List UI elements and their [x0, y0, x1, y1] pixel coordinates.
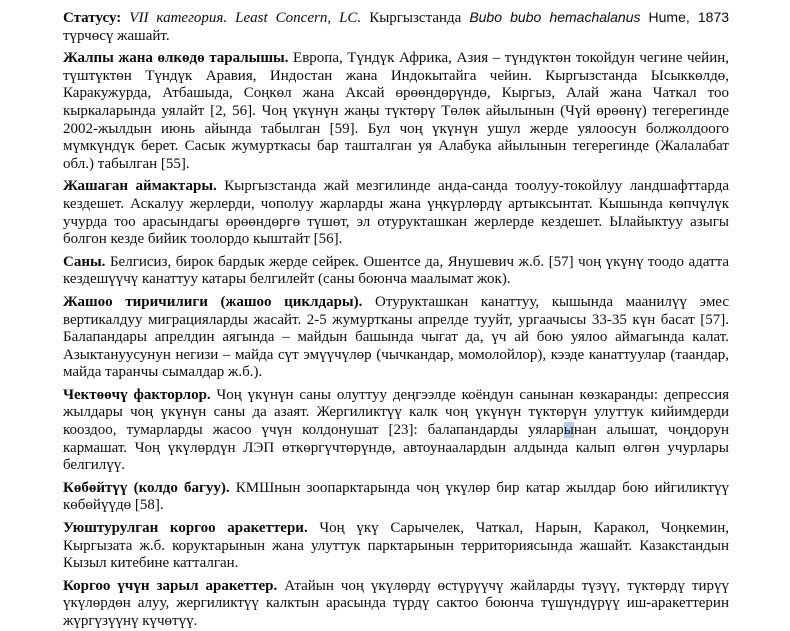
breeding-body-text: КМШнын зоопарктарында чоң үкүлөр бир катар жылдар бою ийгиликтүү көбөйүүдө [58].: [63, 479, 730, 514]
paragraph-distribution: [63, 50, 729, 173]
lifecycle-body-text: Отурукташкан канаттуу, кышында маанилүү эмес вертикалдуу миграцияларды жасайт. 2-5 жумуртканы апрелде тууйт, ургаачысы 33-35 күн басат [57]. Балапандары апрелдин аягында – майдын башында чыгат да, үч ай бою уялоо аймагында калат. Азыктануусунун негизи – майда сүт эмүүчүлөр (чычкандар, момолойлор), кээде канаттуулар (таандар, майда таранчы сымалдар ж.б.).: [63, 293, 729, 381]
distribution-heading: Жалпы жана өлкөдө таралышы.: [63, 50, 289, 67]
status-mid-text: Кыргызстанда: [369, 10, 462, 26]
limiting-factors-heading: Чектөөчү факторлор.: [63, 386, 211, 403]
needed-measures-body-text: Атайын чоң үкүлөрдү өстүрүүчү жайларды түзүү, түктөрдү тирүү үкүлөрдөн алуу, жергиликтүү калктын арасында түрдү сактоо боюнча түшүндүрүү иш-аракеттерин жүргүзүүнү күчөтүү.: [63, 577, 730, 629]
habitat-heading: Жашаган аймактары.: [63, 178, 217, 195]
paragraph-habitat: [63, 178, 729, 248]
paragraph-status: [63, 9, 729, 45]
breeding-heading: Көбөйтүү (колдо багуу).: [63, 479, 230, 496]
population-body-text: Белгисиз, бирок бардык жерде сейрек. Ошентсе да, Янушевич ж.б. [57] чоң үкүнү тоодо адатта кездешүүчү канаттуу катары белгилейт (саны боюнча маалымат жок).: [63, 253, 729, 288]
text-selection-highlight: ы: [563, 422, 574, 439]
lifecycle-heading: Жашоо тиричилиги (жашоо циклдары).: [63, 293, 363, 310]
status-tail-text: түрчөсү жашайт.: [63, 27, 170, 44]
distribution-body-text: Европа, Түндүк Африка, Азия – түндүктөн токойдун чегине чейин, түштүктөн Түндүк Аравия, Индостан жана Индокытайга чейин. Кыргызстанда Ысыккөлдө, Каракужурда, Атбашыда, Соңкөл жана Аксай өрөөндөрүндө, Кыргыз, Алай жана Чаткал тоо кыркаларында уялайт [2, 56]. Чоң үкүнүн жаңы түктөрү Төлөк айылынын (Чүй өрөөнү) тегерегинде 2002-жылдын июнь айында табылган [59]. Бул чоң үкүнүн ушул жерде уялоосун болжолдоого мүмкүндүк берет. Сасык жумурткасы бар ташталган уя Алабука айылынын тегерегинде (Жалалабат обл.) табылган [55].: [63, 50, 730, 172]
paragraph-limiting-factors: [63, 387, 729, 475]
status-heading: Статусу:: [63, 10, 122, 26]
paragraph-lifecycle: [63, 294, 729, 382]
paragraph-protection: [63, 520, 729, 573]
protection-body-text: Чоң үкү Сарычелек, Чаткал, Нарын, Каракол, Чоңкемин, Кыргызата ж.б. коруктарынын жана улуттук парктарынын территориясында жашайт. Казакстандын Кызыл китебине катталган.: [63, 520, 729, 572]
paragraph-breeding: [63, 480, 729, 515]
paragraph-population: [63, 254, 729, 289]
habitat-body-text: Кыргызстанда жай мезгилинде анда-санда тоолуу-токойлуу ландшафттарда кездешет. Аскалуу жерлерди, чополуу жарларды жана үңкүрлөрдү артыксынтат. Кышында көпчүлүк учурда тоо арасындагы өрөөндөргө түшөт, эл отурукташкан жерлерде кездешет. Ылайыктуу азыгы болгон кезде бийик тоолордо кыштайт [56].: [63, 178, 729, 248]
limiting-factors-body-text: Чоң үкүнүн саны олуттуу деңгээлде коёндун санынан көзкаранды: депрессия жылдары чоң үкүнүн саны да азаят. Жергиликтүү калк чоң үкүнүн түктөрүн улуттук кийимдерди кооздоо, тумарларды жасоо үчүн колдонушат [23]: балапандарды уялар: [63, 386, 730, 439]
limiting-factors-body-text-after: нан алышат, чоңдорун кармашат. Чоң үкүлөрдүн ЛЭП өткөргүчтөрүндө, автоунаалардын алдында калып өлгөн учурлары белгилүү.: [63, 422, 729, 474]
population-heading: Саны.: [63, 253, 106, 270]
protection-heading: Уюштурулган коргоо аракеттери.: [63, 520, 308, 537]
species-latin-name: Bubo bubo hemachalanus: [469, 9, 641, 25]
status-category-text: VII категория. Least Concern, LC.: [129, 10, 362, 26]
paragraph-needed-measures: [63, 578, 729, 631]
species-author: Hume, 1873: [648, 9, 730, 25]
needed-measures-heading: Коргоо үчүн зарыл аракеттер.: [63, 577, 278, 594]
